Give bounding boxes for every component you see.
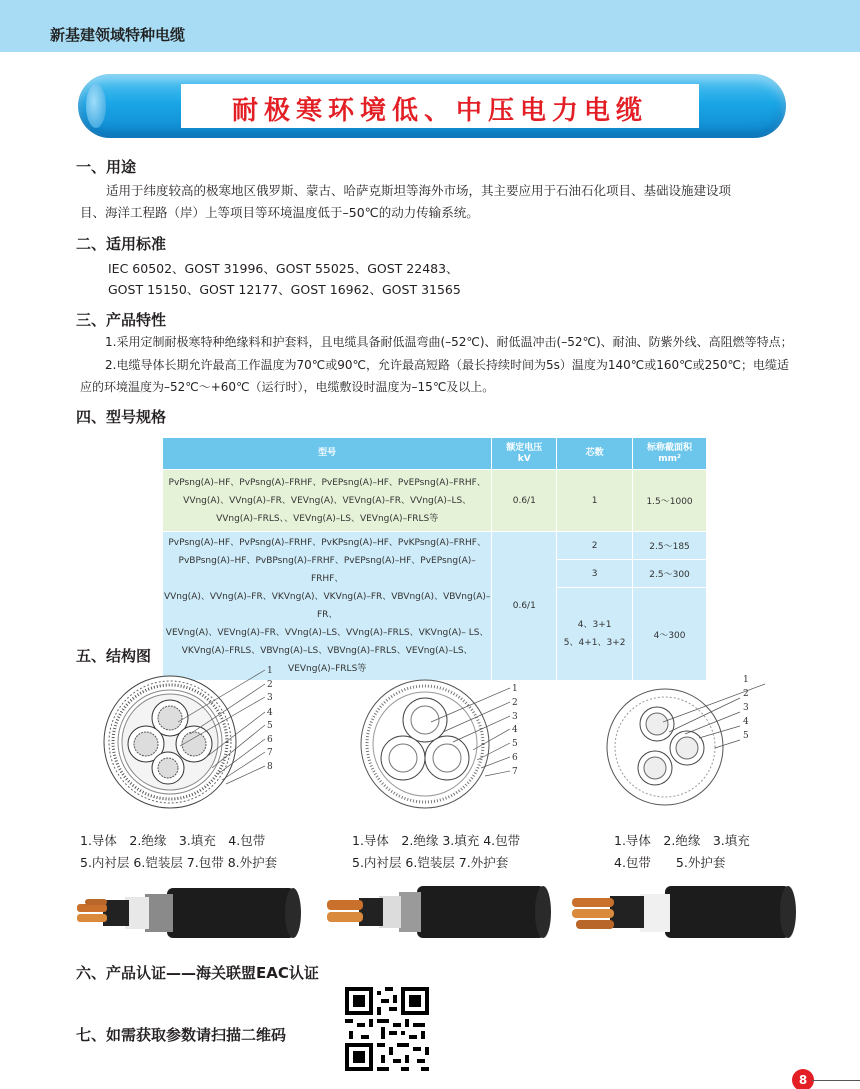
model-line: PvPsng(A)–HF、PvPsng(A)–FRHF、PvEPsng(A)–HF、PvEPsng(A)–FRHF、: [168, 477, 486, 488]
model-line: VVng(A)、VVng(A)–FR、VKVng(A)、VKVng(A)–FR、VBVng(A)、VBVng(A)–FR、: [163, 592, 491, 620]
banner-cap: [86, 84, 106, 128]
section-heading-usage: 一、用途: [76, 158, 137, 176]
section-heading-certification: 六、产品认证——海关联盟EAC认证: [76, 964, 319, 982]
table-row: [163, 470, 707, 532]
col-header-area: [633, 438, 707, 470]
area-cell: 4～300: [633, 588, 707, 681]
model-spec-table: [162, 437, 707, 681]
section-heading-structure: 五、结构图: [76, 647, 152, 665]
col-header-model: 型号: [163, 438, 492, 470]
diagram-label: 3: [267, 693, 273, 703]
model-line: PvPsng(A)–HF、PvPsng(A)–FRHF、PvKPsng(A)–HF、PvKPsng(A)–FRHF、: [168, 538, 486, 548]
area-label: 标称截面积: [647, 442, 693, 453]
diagram-label: 1: [512, 684, 518, 694]
legend-3: [614, 830, 750, 874]
page-title: 耐极寒环境低、中压电力电缆: [231, 96, 648, 126]
features-line-2: 2.电缆导体长期允许最高工作温度为70℃或90℃，允许最高短路（最长持续时间为5s）温度为140℃或160℃或250℃；电缆适: [105, 358, 789, 372]
structure-diagram-3: [595, 672, 785, 822]
legend-line: 1.导体 2.绝缘 3.填充 4.包带: [352, 833, 521, 848]
legend-line: 4.包带 5.外护套: [614, 855, 726, 870]
voltage-cell: 0.6/1: [492, 532, 557, 681]
cable-photo-3: [570, 880, 800, 940]
standards-line-1: IEC 60502、GOST 31996、GOST 55025、GOST 22483、: [108, 261, 459, 276]
diagram-label: 7: [512, 767, 518, 777]
area-cell: 2.5～300: [633, 560, 707, 588]
section-heading-qrcode: 七、如需获取参数请扫描二维码: [76, 1026, 287, 1044]
top-bar: [0, 0, 860, 52]
cores-line: 5、4+1、3+2: [563, 638, 626, 649]
diagram-label: 4: [267, 708, 273, 718]
section-heading-features: 三、产品特性: [76, 311, 167, 329]
diagram-label: 1: [743, 675, 749, 685]
diagram-label: 6: [267, 735, 273, 745]
cores-cell: 3: [557, 560, 633, 588]
model-cell: [163, 470, 492, 532]
diagram-label: 6: [512, 753, 518, 763]
section-heading-standards: 二、适用标准: [76, 235, 167, 253]
col-header-voltage: [492, 438, 557, 470]
area-cell: 1.5～1000: [633, 470, 707, 532]
standards-line-2: GOST 15150、GOST 12177、GOST 16962、GOST 31565: [108, 282, 461, 297]
cores-cell: 1: [557, 470, 633, 532]
section-heading-models: 四、型号规格: [76, 408, 167, 426]
legend-line: 1.导体 2.绝缘 3.填充: [614, 833, 750, 848]
cores-line: 4、3+1: [577, 620, 612, 631]
model-cell: [163, 532, 492, 681]
features-line-3: 应的环境温度为–52℃～+60℃（运行时），电缆敷设时温度为–15℃及以上。: [80, 380, 495, 394]
features-line-1: 1.采用定制耐极寒特种绝缘料和护套料，且电缆具备耐低温弯曲(–52℃)、耐低温冲击(–52℃)、耐油、防紫外线、高阻燃等特点；: [105, 335, 793, 349]
banner-box: [181, 84, 699, 128]
model-line: VVng(A)–FRLS、、VEVng(A)–LS、VEVng(A)–FRLS等: [216, 513, 439, 524]
voltage-unit: kV: [517, 453, 531, 464]
model-line: VKVng(A)–FRLS、VBVng(A)–LS、VBVng(A)–FRLS、VEVng(A)–LS、VEVng(A)–FRLS等: [181, 646, 473, 674]
title-banner: [78, 74, 786, 138]
qr-code[interactable]: [345, 987, 429, 1071]
diagram-label: 5: [267, 721, 273, 731]
col-header-cores: 芯数: [557, 438, 633, 470]
diagram-label: 3: [743, 703, 749, 713]
area-cell: 2.5～185: [633, 532, 707, 560]
diagram-label: 4: [743, 717, 749, 727]
model-line: PvBPsng(A)–HF、PvBPsng(A)–FRHF、PvEPsng(A)–HF、PvEPsng(A)–FRHF、: [178, 556, 476, 584]
diagram-label: 2: [512, 698, 518, 708]
page-number: 8: [792, 1069, 814, 1089]
diagram-label: 2: [267, 680, 273, 690]
diagram-label: 7: [267, 748, 273, 758]
cores-cell: [557, 588, 633, 681]
structure-diagram-1: [100, 662, 290, 822]
diagram-label: 5: [743, 731, 749, 741]
cable-photo-1: [75, 880, 305, 940]
legend-line: 5.内衬层 6.铠装层 7.外护套: [352, 855, 509, 870]
diagram-label: 2: [743, 689, 749, 699]
area-unit: mm²: [658, 453, 681, 464]
model-line: VVng(A)、VVng(A)–FR、VEVng(A)、VEVng(A)–FR、VVng(A)–LS、: [183, 495, 472, 506]
legend-line: 1.导体 2.绝缘 3.填充 4.包带: [80, 833, 266, 848]
cable-photo-2: [325, 880, 555, 940]
legend-2: [352, 830, 520, 874]
diagram-label: 5: [512, 739, 518, 749]
voltage-cell: 0.6/1: [492, 470, 557, 532]
diagram-label: 4: [512, 725, 518, 735]
structure-diagram-2: [355, 672, 545, 832]
legend-1: [80, 830, 277, 874]
page-number-rule: [812, 1080, 860, 1081]
usage-line-2: 目、海洋工程路（岸）上等项目等环境温度低于–50℃的动力传输系统。: [80, 205, 479, 220]
model-line: VEVng(A)、VEVng(A)–FR、VVng(A)–LS、VVng(A)–FRLS、VKVng(A)– LS、: [165, 628, 489, 638]
table-row: [163, 532, 707, 560]
legend-line: 5.内衬层 6.铠装层 7.包带 8.外护套: [80, 855, 278, 870]
diagram-label: 3: [512, 712, 518, 722]
voltage-label: 额定电压: [506, 442, 543, 453]
diagram-label: 1: [267, 666, 273, 676]
category-title: 新基建领域特种电缆: [50, 26, 186, 44]
cores-cell: 2: [557, 532, 633, 560]
usage-line-1: 适用于纬度较高的极寒地区俄罗斯、蒙古、哈萨克斯坦等海外市场，其主要应用于石油石化项目、基础设施建设项: [106, 183, 732, 198]
diagram-label: 8: [267, 762, 273, 772]
